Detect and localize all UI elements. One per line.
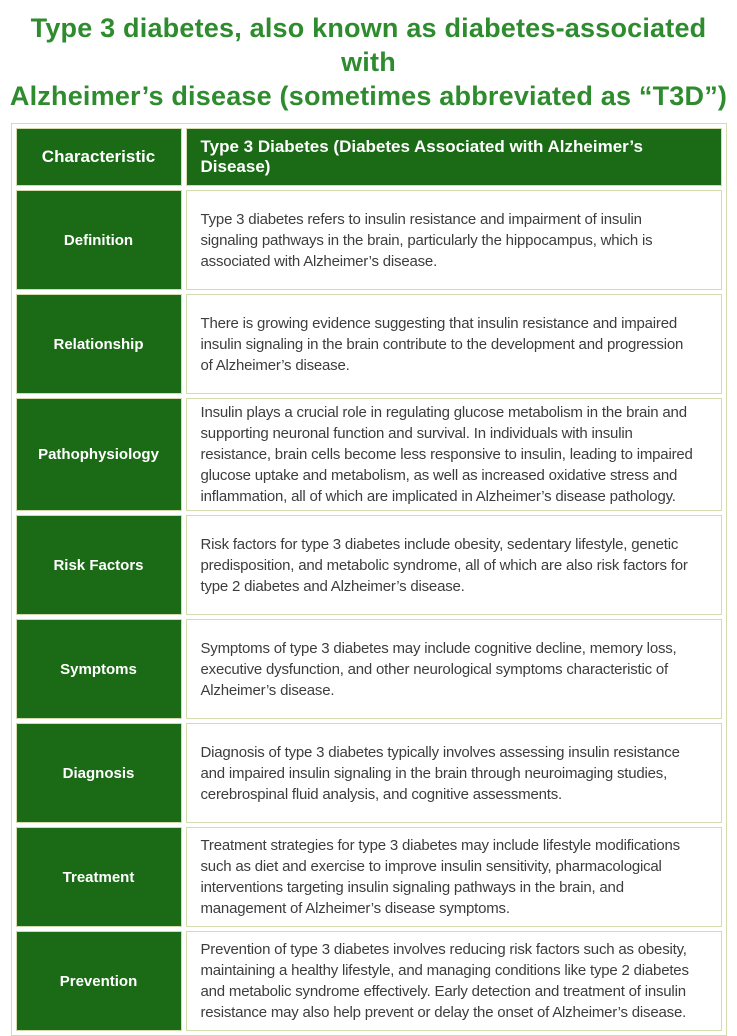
- row-description: Treatment strategies for type 3 diabetes may include lifestyle modifications such as diet and exercise to improve insulin sensitivity, pharmacological interventions targeting insulin signaling pathways in the brain, and management of Alzheimer’s disease symptoms.: [186, 827, 722, 927]
- table-row-symptoms: [16, 619, 722, 719]
- row-description: Type 3 diabetes refers to insulin resistance and impairment of insulin signaling pathways in the brain, particularly the hippocampus, which is associated with Alzheimer’s disease.: [186, 190, 722, 290]
- header-cell-type3-diabetes: Type 3 Diabetes (Diabetes Associated with Alzheimer’s Disease): [186, 128, 722, 186]
- row-description: Diagnosis of type 3 diabetes typically involves assessing insulin resistance and impaired insulin signaling in the brain through neuroimaging studies, cerebrospinal fluid analysis, and cognitive assessments.: [186, 723, 722, 823]
- table-row-pathophysiology: [16, 398, 722, 511]
- table-row-treatment: [16, 827, 722, 927]
- row-label: Symptoms: [16, 619, 182, 719]
- row-label: Diagnosis: [16, 723, 182, 823]
- table-row-definition: [16, 190, 722, 290]
- page-title-line-1: Type 3 diabetes, also known as diabetes-associated with: [30, 13, 707, 77]
- row-description: Insulin plays a crucial role in regulating glucose metabolism in the brain and supporting neuronal function and survival. In individuals with insulin resistance, brain cells become less responsive to insulin, leading to impaired glucose uptake and metabolism, as well as increased oxidative stress and inflammation, all of which are implicated in Alzheimer’s disease pathology.: [186, 398, 722, 511]
- row-label: Prevention: [16, 931, 182, 1031]
- row-description: There is growing evidence suggesting that insulin resistance and impaired insulin signaling in the brain contribute to the development and progression of Alzheimer’s disease.: [186, 294, 722, 394]
- row-description: Prevention of type 3 diabetes involves reducing risk factors such as obesity, maintaining a healthy lifestyle, and managing conditions like type 2 diabetes and metabolic syndrome effectively. Early detection and treatment of insulin resistance may also help prevent or delay the onset of Alzheimer’s disease.: [186, 931, 722, 1031]
- page-title: [9, 12, 729, 113]
- row-label: Pathophysiology: [16, 398, 182, 511]
- header-cell-characteristic: Characteristic: [16, 128, 182, 186]
- row-description: Symptoms of type 3 diabetes may include cognitive decline, memory loss, executive dysfunction, and other neurological symptoms characteristic of Alzheimer’s disease.: [186, 619, 722, 719]
- row-label: Definition: [16, 190, 182, 290]
- table-row-relationship: [16, 294, 722, 394]
- table-row-prevention: [16, 931, 722, 1031]
- row-label: Relationship: [16, 294, 182, 394]
- page-title-line-2: Alzheimer’s disease (sometimes abbreviated as “T3D”): [9, 80, 728, 111]
- table-row-risk-factors: [16, 515, 722, 615]
- table-row-diagnosis: [16, 723, 722, 823]
- t3d-comparison-table: [11, 123, 727, 1036]
- row-description: Risk factors for type 3 diabetes include obesity, sedentary lifestyle, genetic predisposition, and metabolic syndrome, all of which are also risk factors for type 2 diabetes and Alzheimer’s disease.: [186, 515, 722, 615]
- row-label: Treatment: [16, 827, 182, 927]
- table-header-row: [16, 128, 722, 186]
- row-label: Risk Factors: [16, 515, 182, 615]
